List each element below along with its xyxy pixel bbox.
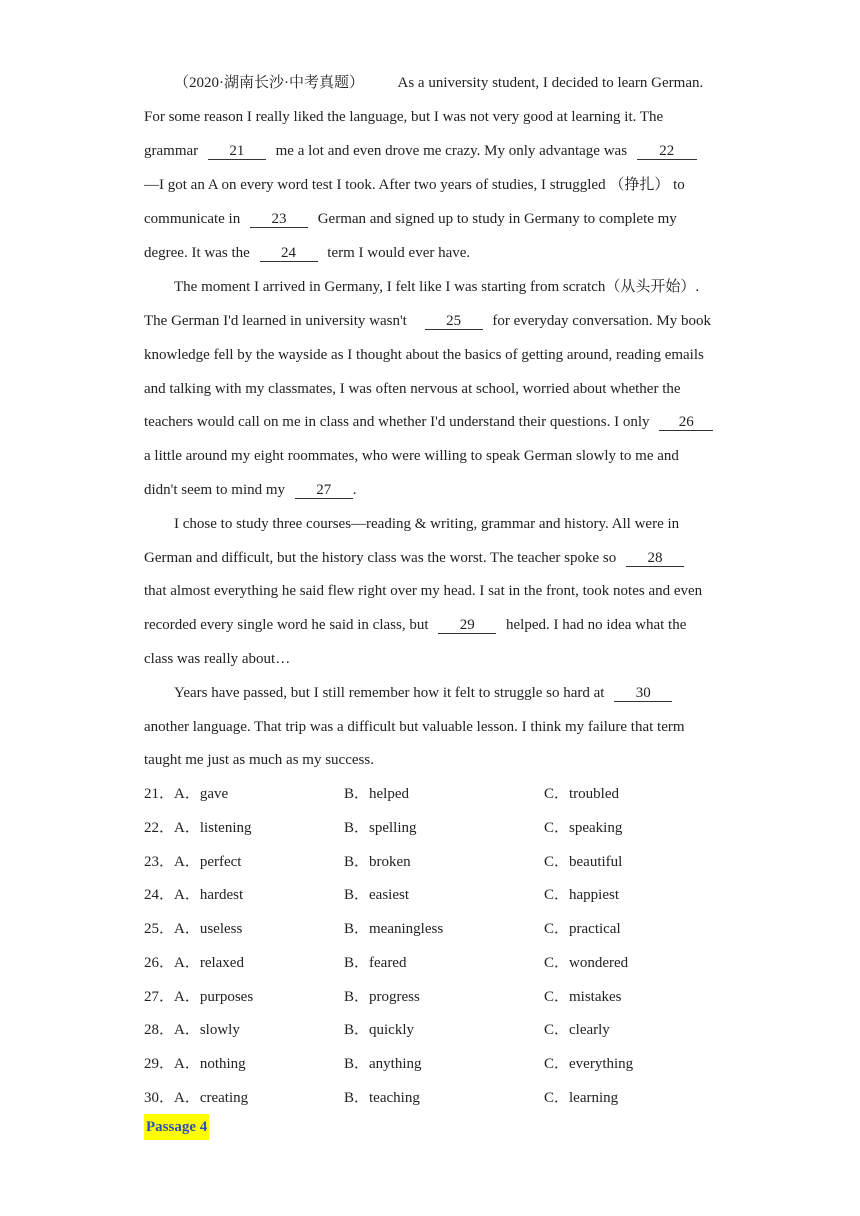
option-a: 30．A．creating — [144, 1090, 249, 1106]
text: German and difficult, but the history class was the worst. The teacher spoke so — [144, 550, 617, 566]
text: teachers would call on me in class and whether I'd understand their questions. I only — [144, 414, 650, 430]
para4-line3: taught me just as much as my success. — [144, 752, 374, 768]
option-b: B．feared — [344, 955, 407, 971]
text: German and signed up to study in Germany to complete my — [317, 211, 677, 227]
blank-27: 27 — [295, 483, 353, 499]
option-a: 27．A．purposes — [144, 989, 254, 1005]
option-row — [144, 1055, 744, 1075]
option-c: C．practical — [544, 921, 621, 937]
option-a: 21．A．gave — [144, 786, 229, 802]
option-b: B．meaningless — [344, 921, 444, 937]
text: me a lot and even drove me crazy. My only advantage was — [275, 143, 628, 159]
para1-line1 — [174, 74, 703, 92]
para2-line6: a little around my eight roommates, who were willing to speak German slowly to me and — [144, 448, 679, 464]
para3-line1: I chose to study three courses—reading & writing, grammar and history. All were in — [174, 516, 680, 532]
option-c: C．wondered — [544, 955, 629, 971]
option-c: C．learning — [544, 1090, 619, 1106]
option-row — [144, 954, 744, 974]
para4-line2: another language. That trip was a difficult but valuable lesson. I think my failure that term — [144, 719, 685, 735]
option-c: C．everything — [544, 1056, 634, 1072]
text: for everyday conversation. My book — [492, 313, 712, 329]
text: communicate in — [144, 211, 241, 227]
blank-25: 25 — [425, 314, 483, 330]
blank-24: 24 — [260, 246, 318, 262]
para2-line5 — [144, 413, 713, 431]
option-row — [144, 886, 744, 906]
para3-line2 — [144, 549, 684, 567]
option-a: 23．A．perfect — [144, 854, 242, 870]
option-row — [144, 988, 744, 1008]
option-row — [144, 819, 744, 839]
blank-28: 28 — [626, 551, 684, 567]
para1-line3 — [144, 142, 697, 160]
text: didn't seem to mind my — [144, 482, 286, 498]
blank-21: 21 — [208, 144, 266, 160]
para1-line6 — [144, 244, 470, 262]
para1-line2: For some reason I really liked the language, but I was not very good at learning it. The — [144, 109, 664, 125]
blank-29: 29 — [438, 618, 496, 634]
blank-30: 30 — [614, 686, 672, 702]
option-b: B．quickly — [344, 1022, 414, 1038]
text: term I would ever have. — [327, 245, 471, 261]
option-c: C．mistakes — [544, 989, 622, 1005]
option-b: B．progress — [344, 989, 420, 1005]
option-a: 28．A．slowly — [144, 1022, 240, 1038]
source-note: （2020·湖南长沙·中考真题） — [174, 75, 364, 91]
option-c: C．happiest — [544, 887, 619, 903]
para2-line4: and talking with my classmates, I was often nervous at school, worried about whether the — [144, 381, 681, 397]
option-b: B．anything — [344, 1056, 422, 1072]
option-a: 26．A．relaxed — [144, 955, 244, 971]
option-b: B．spelling — [344, 820, 417, 836]
text: As a university student, I decided to learn German. — [397, 75, 704, 91]
option-b: B．teaching — [344, 1090, 420, 1106]
para1-line4: —I got an A on every word test I took. After two years of studies, I struggled （挣扎） to — [144, 177, 685, 193]
blank-23: 23 — [250, 212, 308, 228]
para2-line2 — [144, 312, 711, 330]
option-row — [144, 920, 744, 940]
option-c: C．beautiful — [544, 854, 623, 870]
option-a: 24．A．hardest — [144, 887, 244, 903]
option-c: C．clearly — [544, 1022, 610, 1038]
option-a: 29．A．nothing — [144, 1056, 246, 1072]
para1-line5 — [144, 210, 677, 228]
option-row — [144, 1021, 744, 1041]
blank-26: 26 — [659, 415, 713, 431]
option-row — [144, 853, 744, 873]
text: grammar — [144, 143, 199, 159]
para2-line1: The moment I arrived in Germany, I felt like I was starting from scratch（从头开始）. — [174, 279, 700, 295]
text: recorded every single word he said in class, but — [144, 617, 429, 633]
option-b: B．easiest — [344, 887, 409, 903]
para3-line5: class was really about… — [144, 651, 291, 667]
passage-heading: Passage 4 — [144, 1114, 209, 1140]
text: Years have passed, but I still remember how it felt to struggle so hard at — [174, 685, 605, 701]
option-c: C．speaking — [544, 820, 623, 836]
para2-line3: knowledge fell by the wayside as I thought about the basics of getting around, reading emails — [144, 347, 704, 363]
para3-line3: that almost everything he said flew right over my head. I sat in the front, took notes and even — [144, 583, 703, 599]
option-c: C．troubled — [544, 786, 619, 802]
option-row — [144, 1089, 744, 1109]
option-b: B．broken — [344, 854, 411, 870]
option-row — [144, 785, 744, 805]
blank-22: 22 — [637, 144, 697, 160]
text: . — [352, 482, 357, 498]
option-b: B．helped — [344, 786, 409, 802]
text: helped. I had no idea what the — [506, 617, 687, 633]
text: degree. It was the — [144, 245, 250, 261]
text: The German I'd learned in university wasn't — [144, 313, 407, 329]
para2-line7 — [144, 481, 357, 499]
para3-line4 — [144, 616, 686, 634]
para4-line1 — [174, 684, 672, 702]
option-a: 22．A．listening — [144, 820, 252, 836]
option-a: 25．A．useless — [144, 921, 243, 937]
